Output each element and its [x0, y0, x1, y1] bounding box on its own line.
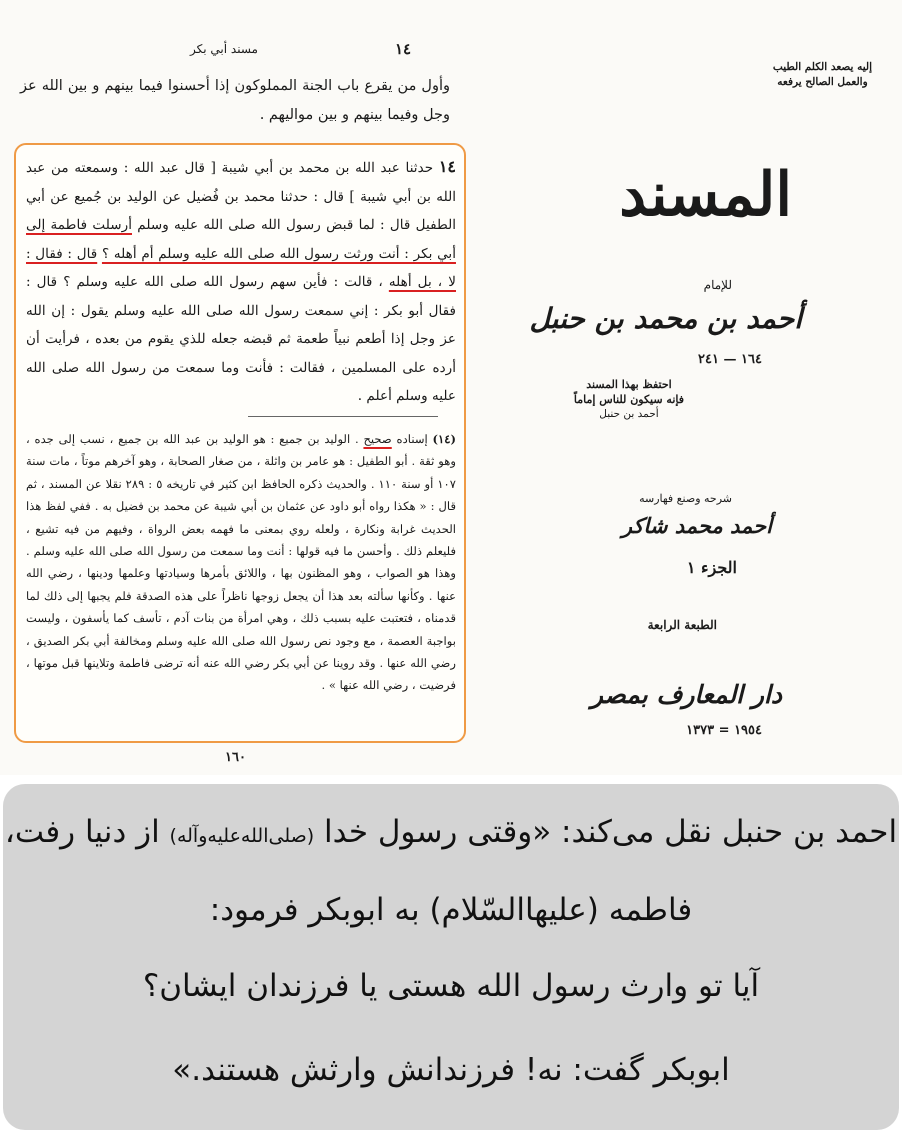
editor-name: أحمد محمد شاكر	[621, 513, 772, 538]
highlighted-hadith-box	[14, 143, 466, 743]
caption-honorific: (صلی‌الله‌علیه‌وآله)	[169, 825, 315, 847]
caption-line-1-start: احمد بن حنبل نقل می‌کند: «وقتی رسول خدا	[314, 814, 898, 850]
volume-number: الجزء ١	[686, 558, 737, 577]
edition-label: الطبعة الرابعة	[647, 618, 717, 632]
caption-line-1-end: از دنیا رفت،	[4, 814, 170, 850]
page-header	[10, 40, 470, 62]
caption-line-1	[3, 812, 899, 856]
caption-line-2: فاطمه (علیهاالسّلام) به ابوبکر فرمود:	[209, 892, 693, 928]
saying-line: احتفظ بهذا المسند	[586, 378, 672, 391]
opening-lines: وأول من يقرع باب الجنة المملوكون إذا أحسنوا فيما بينهم و بين الله عز وجل وفيما بينهم و بين مواليهم .	[20, 78, 450, 123]
page-number-top: ١٤	[395, 40, 412, 58]
commentary-lead: إسناده	[391, 432, 433, 446]
author-years: ١٦٤ — ٢٤١	[698, 352, 762, 367]
author-name: أحمد بن محمد بن حنبل	[529, 302, 802, 335]
persian-caption-box	[3, 784, 899, 1130]
publisher-name: دار المعارف بمصر	[590, 680, 782, 709]
saying-line: فإنه سيكون للناس إماماً	[573, 393, 684, 406]
editor-label: شرحه وصنع فهارسه	[639, 492, 732, 505]
author-saying	[574, 377, 684, 422]
epigraph-line: والعمل الصالح يرفعه	[777, 76, 868, 88]
underlined-abubakr-answer: قال : فقال : لا ، بل أهله	[26, 245, 456, 290]
page-number-bottom: ١٦٠	[225, 750, 246, 765]
running-title: مسند أبي بكر	[190, 42, 258, 56]
commentary-text	[26, 428, 456, 697]
left-page	[10, 30, 470, 775]
hadith-remainder: ، قالت : فأين سهم رسول الله صلى الله عليه وسلم ؟ قال : فقال أبو بكر : إني سمعت رسول الله صلى الله عليه وسلم يقول : إن الله عز وجل إذا أطعم نبياً طعمة ثم قبضه جعله للذي يقوم من بعده ، فرأيت أن أرده على المسلمين ، فقالت : فأنت وما سمعت من رسول الله صلى الله عليه وسلم أعلم .	[26, 274, 456, 404]
commentary-number: (١٤)	[432, 432, 457, 446]
publication-years: ١٩٥٤ = ١٣٧٣	[686, 723, 762, 738]
commentary-body: . الوليد بن جميع : هو الوليد بن عبد الله بن جميع ، نسب إلى جده ، وهو ثقة . أبو الطفيل : هو عامر بن واثلة ، من صغار الصحابة ، وهو آخرهم موتاً ، مات سنة ١٠٧ أو سنة ١١٠ . والحديث ذكره الحافظ ابن كثير في تاريخه ٥ : ٢٨٩ نقلا عن المسند ، ثم قال : « هكذا رواه أبو داود عن عثمان بن أبي شيبة عن محمد بن فضيل به . ففي لفظ هذا الحديث غرابة ونكارة ، ولعله روي بمعنى ما فهمه بعض الرواة ، وفيهم من فيه تشيع ، فليعلم ذلك . وأحسن ما فيه قولها : أنت وما سمعت من رسول الله صلى الله عليه وسلم . وهذا هو الصواب ، وهو المظنون بها ، واللائق بأمرها وسيادتها وعلمها ودينها ، رضي الله عنها . وكأنها سألته بعد هذا أن يجعل زوجها ناظراً على هذه الصدقة فلم يجبها إلى ذلك لما قدمناه ، فتعتبت عليه بسبب ذلك ، وهي امرأة من بنات آدم ، تأسف كما يأسفون ، وليست بواجبة العصمة ، مع وجود نص رسول الله صلى الله عليه وسلم ومخالفة أبي بكر الصديق ، رضي الله عنها . وقد روينا عن أبي بكر رضي الله عنه أنه ترضى فاطمة وتلاينها قبل موتها ، فرضيت ، رضي الله عنها » .	[26, 432, 457, 693]
hadith-number: ١٤	[438, 157, 456, 176]
epigraph-line: إليه يصعد الكلم الطيب	[772, 61, 872, 73]
underlined-sahih: صحيح	[363, 432, 392, 446]
hadith-text	[26, 153, 456, 411]
saying-attribution: أحمد بن حنبل	[599, 408, 659, 420]
caption-line-4: ابوبکر گفت: نه! فرزندانش وارثش هستند.»	[172, 1052, 730, 1088]
underlined-fatima-question: أرسلت فاطمة إلى أبي بكر : أنت ورثت رسول الله صلى الله عليه وسلم أم أهله ؟	[26, 217, 456, 262]
quran-epigraph	[773, 60, 872, 90]
book-title: المسند	[619, 160, 792, 230]
footnote-divider	[248, 416, 438, 417]
caption-line-3: آیا تو وارث رسول الله هستی یا فرزندان ایشان؟	[142, 968, 760, 1004]
imam-label: للإمام	[703, 278, 732, 292]
hadith-chain: حدثنا عبد الله بن محمد بن أبي شيبة [ قال عبد الله : وسمعته من عبد الله بن أبي شيبة ] قال : حدثنا محمد بن فُضيل عن الوليد بن جُميع عن أبي الطفيل قال : لما قبض رسول الله صلى الله عليه وسلم	[26, 160, 457, 233]
right-title-page	[529, 30, 902, 775]
